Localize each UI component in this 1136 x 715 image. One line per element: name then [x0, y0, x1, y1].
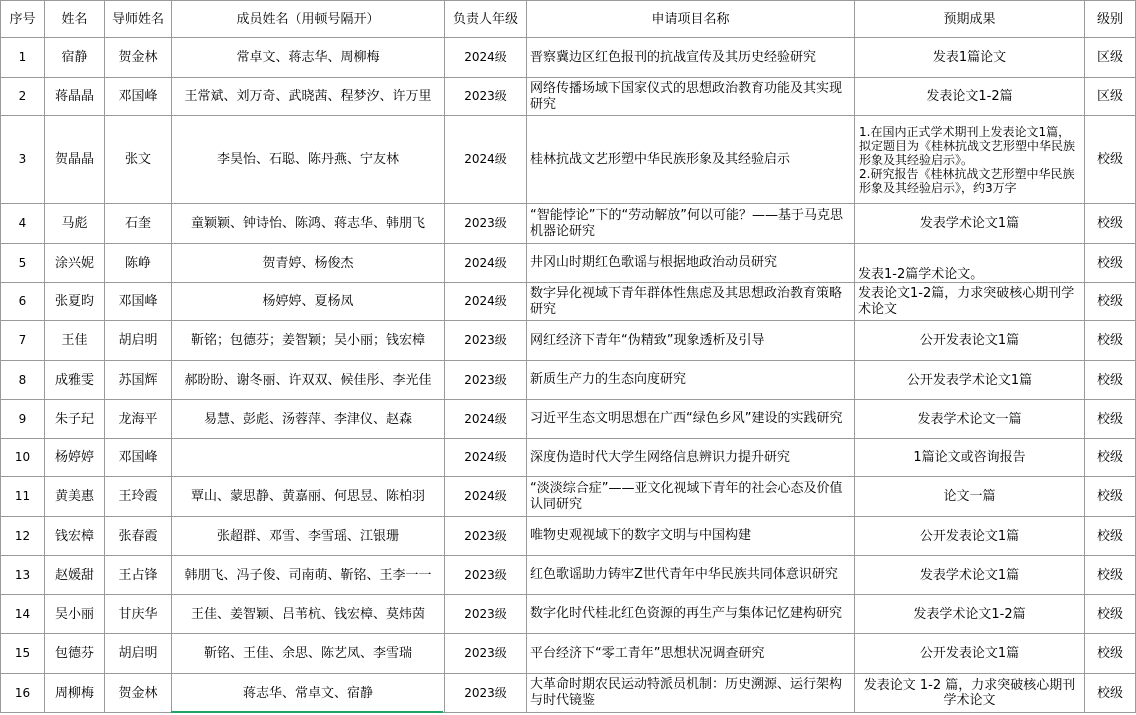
- table-row: [1, 517, 1136, 556]
- cell-advisor[interactable]: 石奎: [105, 204, 172, 244]
- table-row: [1, 38, 1136, 78]
- cell-outcome[interactable]: 论文一篇: [855, 477, 1085, 517]
- cell-level[interactable]: 校级: [1085, 204, 1136, 244]
- cell-level[interactable]: 校级: [1085, 321, 1136, 361]
- cell-advisor[interactable]: 贺金林: [105, 674, 172, 713]
- cell-name[interactable]: 王佳: [45, 321, 105, 361]
- table-row: [1, 283, 1136, 321]
- cell-index[interactable]: 4: [1, 204, 45, 244]
- cell-grade[interactable]: 2023级: [445, 204, 527, 244]
- cell-name[interactable]: 吴小丽: [45, 595, 105, 634]
- cell-grade[interactable]: 2023级: [445, 321, 527, 361]
- cell-advisor[interactable]: 胡启明: [105, 321, 172, 361]
- cell-members[interactable]: 靳铭；包德芬；姜智颖；吴小丽；钱宏樟: [172, 321, 445, 361]
- cell-index[interactable]: 12: [1, 517, 45, 556]
- cell-grade[interactable]: 2024级: [445, 439, 527, 477]
- cell-index[interactable]: 5: [1, 244, 45, 283]
- cell-name[interactable]: 贺晶晶: [45, 116, 105, 204]
- cell-name[interactable]: 马彪: [45, 204, 105, 244]
- cell-name[interactable]: 宿静: [45, 38, 105, 78]
- cell-grade[interactable]: 2024级: [445, 400, 527, 439]
- cell-members[interactable]: 王常斌、刘万奇、武晓茜、程梦汐、许万里: [172, 78, 445, 116]
- cell-project[interactable]: 晋察冀边区红色报刊的抗战宣传及其历史经验研究: [527, 38, 855, 78]
- cell-level[interactable]: 校级: [1085, 439, 1136, 477]
- cell-grade[interactable]: 2023级: [445, 674, 527, 713]
- cell-level[interactable]: 校级: [1085, 556, 1136, 595]
- header-outcome[interactable]: 预期成果: [855, 1, 1085, 38]
- cell-grade[interactable]: 2024级: [445, 477, 527, 517]
- cell-name[interactable]: 张夏昀: [45, 283, 105, 321]
- cell-advisor[interactable]: 邓国峰: [105, 439, 172, 477]
- cell-grade[interactable]: 2024级: [445, 244, 527, 283]
- cell-name[interactable]: 包德芬: [45, 634, 105, 674]
- cell-advisor[interactable]: 张文: [105, 116, 172, 204]
- cell-index[interactable]: 6: [1, 283, 45, 321]
- cell-index[interactable]: 13: [1, 556, 45, 595]
- cell-outcome[interactable]: 发表论文1-2篇，力求突破核心期刊学术论文: [855, 283, 1085, 321]
- header-grade[interactable]: 负责人年级: [445, 1, 527, 38]
- cell-outcome[interactable]: 发表学术论文1-2篇: [855, 595, 1085, 634]
- header-project[interactable]: 申请项目名称: [527, 1, 855, 38]
- cell-outcome[interactable]: 发表学术论文1篇: [855, 204, 1085, 244]
- table-row: [1, 204, 1136, 244]
- table-row: [1, 477, 1136, 517]
- cell-name[interactable]: 钱宏樟: [45, 517, 105, 556]
- cell-level[interactable]: 校级: [1085, 116, 1136, 204]
- cell-project[interactable]: 数字化时代桂北红色资源的再生产与集体记忆建构研究: [527, 595, 855, 634]
- header-members[interactable]: 成员姓名（用顿号隔开）: [172, 1, 445, 38]
- cell-project[interactable]: 红色歌谣助力铸牢Z世代青年中华民族共同体意识研究: [527, 556, 855, 595]
- cell-grade[interactable]: 2023级: [445, 556, 527, 595]
- cell-level[interactable]: 校级: [1085, 634, 1136, 674]
- cell-members[interactable]: 杨婷婷、夏杨凤: [172, 283, 445, 321]
- cell-index[interactable]: 10: [1, 439, 45, 477]
- header-level[interactable]: 级别: [1085, 1, 1136, 38]
- cell-project[interactable]: “智能悖论”下的“劳动解放”何以可能？——基于马克思机器论研究: [527, 204, 855, 244]
- cell-level[interactable]: 校级: [1085, 477, 1136, 517]
- cell-name[interactable]: 周柳梅: [45, 674, 105, 713]
- cell-outcome[interactable]: 发表论文1-2篇: [855, 78, 1085, 116]
- cell-project[interactable]: 网络传播场域下国家仪式的思想政治教育功能及其实现研究: [527, 78, 855, 116]
- cell-outcome[interactable]: 发表论文 1-2 篇，力求突破核心期刊学术论文: [855, 674, 1085, 713]
- cell-project[interactable]: 深度伪造时代大学生网络信息辨识力提升研究: [527, 439, 855, 477]
- cell-grade[interactable]: 2024级: [445, 38, 527, 78]
- cell-outcome[interactable]: 公开发表论文1篇: [855, 634, 1085, 674]
- cell-index[interactable]: 1: [1, 38, 45, 78]
- cell-name[interactable]: 朱子玘: [45, 400, 105, 439]
- table-row: [1, 361, 1136, 400]
- cell-members[interactable]: [172, 439, 445, 477]
- cell-project[interactable]: “淡淡综合症”——亚文化视域下青年的社会心态及价值认同研究: [527, 477, 855, 517]
- cell-index[interactable]: 9: [1, 400, 45, 439]
- cell-level[interactable]: 校级: [1085, 283, 1136, 321]
- cell-index[interactable]: 16: [1, 674, 45, 713]
- cell-index[interactable]: 15: [1, 634, 45, 674]
- cell-grade[interactable]: 2023级: [445, 361, 527, 400]
- cell-members[interactable]: 覃山、蒙思静、黄嘉丽、何思昱、陈柏羽: [172, 477, 445, 517]
- table-row: [1, 556, 1136, 595]
- cell-members[interactable]: 韩朋飞、冯子俊、司南萌、靳铭、王李一一: [172, 556, 445, 595]
- cell-outcome[interactable]: 发表学术论文一篇: [855, 400, 1085, 439]
- cell-outcome[interactable]: 公开发表学术论文1篇: [855, 361, 1085, 400]
- cell-index[interactable]: 8: [1, 361, 45, 400]
- table-row: [1, 78, 1136, 116]
- cell-level[interactable]: 校级: [1085, 674, 1136, 713]
- cell-advisor[interactable]: 龙海平: [105, 400, 172, 439]
- cell-members[interactable]: 王佳、姜智颖、吕苇杭、钱宏樟、莫炜茵: [172, 595, 445, 634]
- cell-index[interactable]: 14: [1, 595, 45, 634]
- cell-outcome[interactable]: 公开发表论文1篇: [855, 517, 1085, 556]
- table-row: [1, 116, 1136, 204]
- cell-members[interactable]: 童颖颖、钟诗怡、陈鸿、蒋志华、韩朋飞: [172, 204, 445, 244]
- cell-project[interactable]: 唯物史观视域下的数字文明与中国构建: [527, 517, 855, 556]
- cell-name[interactable]: 成雅雯: [45, 361, 105, 400]
- table-row: [1, 244, 1136, 283]
- cell-selection-outline: [171, 711, 443, 713]
- table-row: [1, 674, 1136, 713]
- cell-grade[interactable]: 2023级: [445, 634, 527, 674]
- cell-project[interactable]: 新质生产力的生态向度研究: [527, 361, 855, 400]
- header-index[interactable]: 序号: [1, 1, 45, 38]
- cell-outcome[interactable]: 公开发表论文1篇: [855, 321, 1085, 361]
- cell-project[interactable]: 网红经济下青年“伪精致”现象透析及引导: [527, 321, 855, 361]
- cell-name[interactable]: 蒋晶晶: [45, 78, 105, 116]
- cell-advisor[interactable]: 贺金林: [105, 38, 172, 78]
- cell-level[interactable]: 校级: [1085, 400, 1136, 439]
- cell-level[interactable]: 区级: [1085, 78, 1136, 116]
- cell-project[interactable]: 桂林抗战文艺形塑中华民族形象及其经验启示: [527, 116, 855, 204]
- cell-index[interactable]: 7: [1, 321, 45, 361]
- cell-advisor[interactable]: 邓国峰: [105, 78, 172, 116]
- cell-index[interactable]: 2: [1, 78, 45, 116]
- cell-project[interactable]: 数字异化视域下青年群体性焦虑及其思想政治教育策略研究: [527, 283, 855, 321]
- cell-level[interactable]: 校级: [1085, 361, 1136, 400]
- cell-advisor[interactable]: 王占锋: [105, 556, 172, 595]
- cell-advisor[interactable]: 胡启明: [105, 634, 172, 674]
- cell-outcome[interactable]: 1篇论文或咨询报告: [855, 439, 1085, 477]
- header-name[interactable]: 姓名: [45, 1, 105, 38]
- cell-name[interactable]: 杨婷婷: [45, 439, 105, 477]
- cell-level[interactable]: 校级: [1085, 517, 1136, 556]
- table-row: [1, 595, 1136, 634]
- cell-outcome[interactable]: 发表学术论文1篇: [855, 556, 1085, 595]
- cell-grade[interactable]: 2023级: [445, 595, 527, 634]
- cell-outcome[interactable]: 1.在国内正式学术期刊上发表论文1篇，拟定题目为《桂林抗战文艺形塑中华民族形象及其经验启示》。 2.研究报告《桂林抗战文艺形塑中华民族形象及其经验启示》，约3万字: [855, 116, 1085, 204]
- cell-advisor[interactable]: 邓国峰: [105, 283, 172, 321]
- cell-members[interactable]: 贺青婷、杨俊杰: [172, 244, 445, 283]
- cell-advisor[interactable]: 甘庆华: [105, 595, 172, 634]
- table-row: [1, 634, 1136, 674]
- cell-project[interactable]: 大革命时期农民运动特派员机制：历史溯源、运行架构与时代镜鉴: [527, 674, 855, 713]
- cell-outcome[interactable]: 发表1-2篇学术论文。: [855, 244, 1085, 283]
- cell-index[interactable]: 11: [1, 477, 45, 517]
- cell-name[interactable]: 涂兴妮: [45, 244, 105, 283]
- cell-outcome[interactable]: 发表1篇论文: [855, 38, 1085, 78]
- cell-name[interactable]: 黄美惠: [45, 477, 105, 517]
- header-advisor[interactable]: 导师姓名: [105, 1, 172, 38]
- cell-grade[interactable]: 2023级: [445, 517, 527, 556]
- cell-members[interactable]: 李昊怡、石聪、陈丹燕、宁友林: [172, 116, 445, 204]
- cell-level[interactable]: 校级: [1085, 595, 1136, 634]
- cell-members[interactable]: 靳铭、王佳、余思、陈艺凤、李雪瑞: [172, 634, 445, 674]
- cell-index[interactable]: 3: [1, 116, 45, 204]
- cell-members[interactable]: 常卓文、蒋志华、周柳梅: [172, 38, 445, 78]
- cell-grade[interactable]: 2023级: [445, 78, 527, 116]
- table-row: [1, 439, 1136, 477]
- cell-members[interactable]: 张超群、邓雪、李雪瑶、江银珊: [172, 517, 445, 556]
- cell-members[interactable]: 蒋志华、常卓文、宿静: [172, 674, 445, 713]
- cell-project[interactable]: 习近平生态文明思想在广西“绿色乡风”建设的实践研究: [527, 400, 855, 439]
- cell-advisor[interactable]: 王玲霞: [105, 477, 172, 517]
- cell-grade[interactable]: 2024级: [445, 283, 527, 321]
- cell-level[interactable]: 区级: [1085, 38, 1136, 78]
- cell-advisor[interactable]: 陈峥: [105, 244, 172, 283]
- table-row: [1, 321, 1136, 361]
- cell-members[interactable]: 郝盼盼、谢冬丽、许双双、候佳彤、李光佳: [172, 361, 445, 400]
- cell-advisor[interactable]: 苏国辉: [105, 361, 172, 400]
- cell-name[interactable]: 赵媛甜: [45, 556, 105, 595]
- cell-grade[interactable]: 2024级: [445, 116, 527, 204]
- header-row: [1, 1, 1136, 38]
- cell-project[interactable]: 平台经济下“零工青年”思想状况调查研究: [527, 634, 855, 674]
- cell-level[interactable]: 校级: [1085, 244, 1136, 283]
- cell-project[interactable]: 井冈山时期红色歌谣与根据地政治动员研究: [527, 244, 855, 283]
- table-row: [1, 400, 1136, 439]
- cell-members[interactable]: 易慧、彭彪、汤蓉萍、李津仪、赵森: [172, 400, 445, 439]
- cell-advisor[interactable]: 张春霞: [105, 517, 172, 556]
